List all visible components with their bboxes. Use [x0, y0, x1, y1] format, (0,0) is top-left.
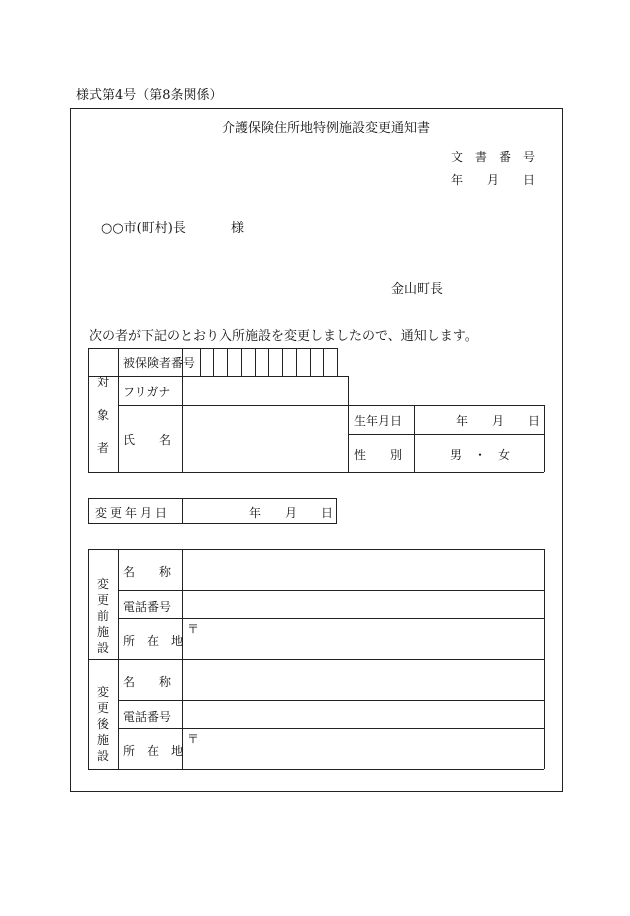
after-name-field[interactable] [183, 660, 543, 699]
before-postal-mark: 〒 [187, 622, 200, 636]
insured-number-field[interactable] [183, 349, 336, 375]
form-title: 介護保険住所地特例施設変更通知書 [222, 121, 431, 136]
sex-field[interactable]: 男 ・ 女 [450, 448, 511, 462]
name-label: 氏 名 [123, 433, 172, 447]
doc-number-label: 文 書 番 号 [451, 150, 536, 164]
birthdate-label: 生年月日 [354, 414, 403, 428]
after-postal-mark: 〒 [187, 732, 200, 746]
after-address-field[interactable] [200, 729, 543, 768]
insured-number-label: 被保険者番号 [123, 356, 196, 370]
before-name-label: 名 称 [123, 565, 172, 579]
furigana-label: フリガナ [123, 385, 171, 399]
before-phone-field[interactable] [183, 591, 543, 617]
honorific: 様 [231, 221, 245, 236]
after-facility-group-label: 変 更 後 施 設 [96, 685, 109, 763]
sender: 金山町長 [391, 282, 444, 297]
after-phone-label: 電話番号 [123, 710, 172, 724]
addressee: ○○市(町村)長 [101, 221, 186, 236]
furigana-field[interactable] [183, 377, 347, 404]
before-address-field[interactable] [200, 619, 543, 658]
issue-date-label: 年 月 日 [451, 173, 536, 187]
before-address-label: 所 在 地 [123, 634, 184, 648]
before-phone-label: 電話番号 [123, 600, 172, 614]
before-name-field[interactable] [183, 550, 543, 589]
birthdate-field[interactable]: 年 月 日 [456, 414, 541, 428]
change-date-label: 変更年月日 [95, 506, 171, 520]
before-facility-group-label: 変 更 前 施 設 [96, 577, 109, 655]
form-id: 様式第4号（第8条関係） [76, 88, 223, 103]
after-name-label: 名 称 [123, 675, 172, 689]
intro-text: 次の者が下記のとおり入所施設を変更しましたので、通知します。 [89, 329, 478, 344]
name-field[interactable] [183, 406, 347, 471]
after-address-label: 所 在 地 [123, 744, 184, 758]
subject-group-label: 対 象 者 [96, 375, 109, 455]
change-date-field[interactable]: 年 月 日 [249, 506, 334, 520]
sex-label: 性 別 [354, 448, 403, 462]
after-phone-field[interactable] [183, 701, 543, 727]
